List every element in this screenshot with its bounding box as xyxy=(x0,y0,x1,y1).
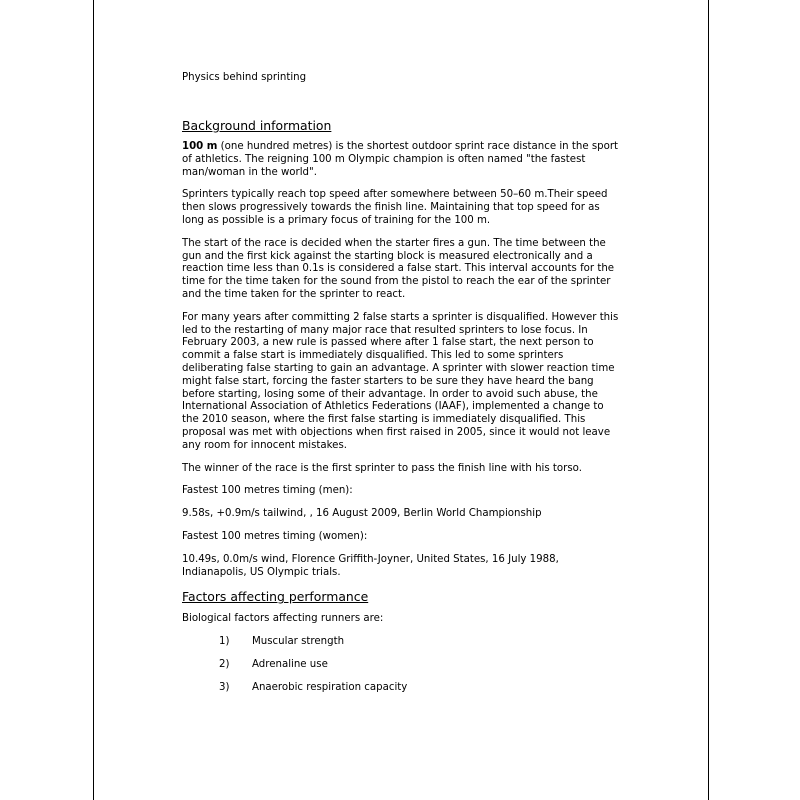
intro-bold-term: 100 m xyxy=(182,141,218,152)
list-item-text: Muscular strength xyxy=(252,636,345,648)
list-item xyxy=(182,636,622,649)
list-item-number: 1) xyxy=(219,636,230,648)
list-item xyxy=(182,682,622,695)
women-record: 10.49s, 0.0m/s wind, Florence Griffith-Joyner, United States, 16 July 1988, Indianapolis, US Olympic trials. xyxy=(182,553,559,578)
list-item xyxy=(182,659,622,672)
paragraph-winner: The winner of the race is the first sprinter to pass the finish line with his torso. xyxy=(182,462,582,474)
factors-list xyxy=(182,636,622,694)
women-record-label: Fastest 100 metres timing (women): xyxy=(182,530,368,542)
men-record: 9.58s, +0.9m/s tailwind, , 16 August 2009, Berlin World Championship xyxy=(182,508,542,520)
factors-intro: Biological factors affecting runners are: xyxy=(182,613,384,625)
paragraph-intro xyxy=(182,141,622,179)
paragraph-race-start: The start of the race is decided when the starter fires a gun. The time between the gun and the first kick against the starting block is measured electronically and a reaction time less than 0.1s is considered a false start. This interval accounts for the time for the time taken for the sound from the pistol to reach the ear of the sprinter and the time taken for the sprinter to react. xyxy=(182,237,615,300)
list-item-text: Adrenaline use xyxy=(252,658,328,670)
intro-text: (one hundred metres) is the shortest outdoor sprint race distance in the sport of athletics. The reigning 100 m Olympic champion is often named "the fastest man/woman in the world". xyxy=(182,141,619,178)
list-item-text: Anaerobic respiration capacity xyxy=(252,681,408,693)
document-title: Physics behind sprinting xyxy=(182,72,307,83)
section-heading-background: Background information xyxy=(182,118,332,133)
document-page xyxy=(93,0,709,800)
list-item-number: 3) xyxy=(219,681,230,693)
list-item-number: 2) xyxy=(219,658,230,670)
men-record-label: Fastest 100 metres timing (men): xyxy=(182,485,353,497)
paragraph-top-speed: Sprinters typically reach top speed after somewhere between 50–60 m.Their speed then slows progressively towards the finish line. Maintaining that top speed for as long as possible is a primary focus of training for the 100 m. xyxy=(182,189,608,226)
section-heading-factors: Factors affecting performance xyxy=(182,589,369,605)
paragraph-false-starts: For many years after committing 2 false starts a sprinter is disqualified. However this led to the restarting of many major race that resulted sprinters to lose focus. In February 2003, a new rule is passed where after 1 false start, the next person to commit a false start is immediately disqualified. This led to some sprinters deliberating false starting to gain an advantage. A sprinter with slower reaction time might false start, forcing the faster starters to be sure they have heard the bang before starting, losing some of their advantage. In order to avoid such abuse, the International Association of Athletics Federations (IAAF), implemented a change to the 2010 season, where the first false starting is immediately disqualified. This proposal was met with objections when first raised in 2005, since it would not leave any room for innocent mistakes. xyxy=(182,311,619,451)
document-body xyxy=(182,72,622,705)
